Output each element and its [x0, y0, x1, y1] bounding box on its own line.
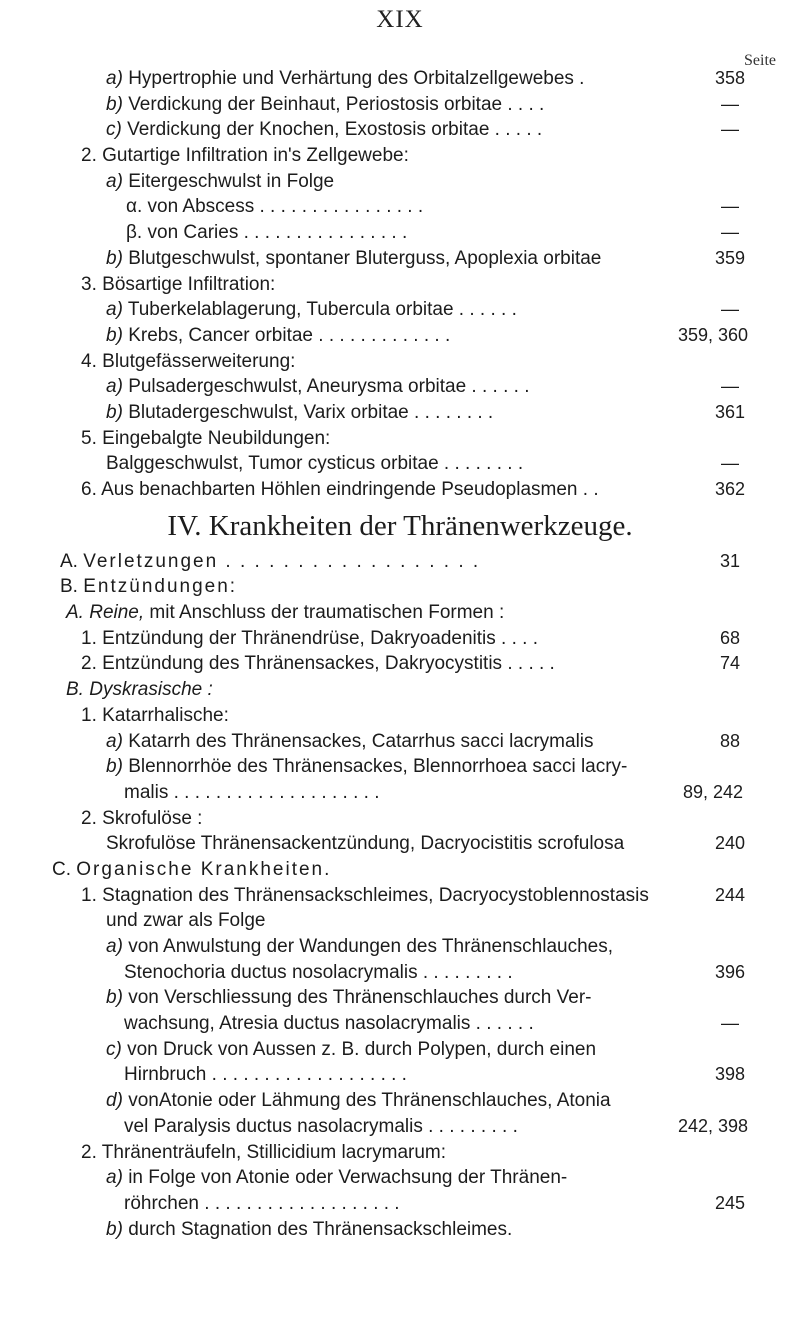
toc-entry [0, 1062, 800, 1088]
entry-text: von Caries . . . . . . . . . . . . . . . . [147, 222, 408, 244]
entry-label: 4. [81, 350, 97, 372]
entry-page: 396 [714, 961, 746, 982]
entry-label: B. [66, 679, 84, 701]
page-number: XIX [376, 6, 424, 33]
entry-page: 244 [714, 884, 746, 905]
entry-label: a) [106, 376, 123, 398]
entry-text: vel Paralysis ductus nasolacrymalis . . . . . . . . . [124, 1115, 518, 1137]
entry-text: Dyskrasische : [89, 679, 213, 701]
entry-page: 68 [719, 627, 741, 648]
entry-text: Katarrh des Thränensackes, Catarrhus sacci lacrymalis [128, 730, 594, 752]
entry-text: von Abscess . . . . . . . . . . . . . . . . [147, 196, 424, 218]
entry-text: Katarrhalische: [102, 704, 229, 726]
entry-page: 362 [714, 479, 746, 499]
entry-page: 398 [714, 1064, 746, 1085]
table-of-contents [0, 66, 800, 1242]
entry-text: Eingebalgte Neubildungen: [102, 427, 331, 449]
entry-text: Bösartige Infiltration: [102, 273, 276, 295]
toc-entry [0, 677, 800, 703]
entry-text: Gutartige Infiltration in's Zellgewebe: [102, 145, 409, 167]
toc-entry [0, 1165, 800, 1191]
toc-entry [0, 600, 800, 626]
entry-label: 5. [81, 427, 97, 449]
entry-label: a) [106, 170, 123, 192]
toc-entry [0, 1191, 800, 1217]
entry-page: — [721, 453, 739, 474]
toc-entry [0, 400, 800, 426]
entry-label: a) [106, 1167, 123, 1189]
entry-page: — [721, 93, 739, 114]
toc-entry [0, 883, 800, 909]
entry-text: Balggeschwulst, Tumor cysticus orbitae . . . . . . . . [106, 453, 524, 475]
toc-entry [0, 246, 800, 272]
entry-text: Stenochoria ductus nosolacrymalis . . . . . . . . . [124, 961, 513, 983]
toc-entry [0, 703, 800, 729]
toc-entry [0, 323, 800, 349]
toc-entry [0, 451, 800, 477]
entry-label: b) [106, 756, 123, 778]
toc-entry [0, 1140, 800, 1166]
toc-entry [0, 574, 800, 600]
entry-label: b) [106, 93, 123, 115]
entry-text: wachsung, Atresia ductus nasolacrymalis . . . . . . [124, 1013, 534, 1035]
toc-entry [0, 92, 800, 118]
toc-entry [0, 272, 800, 298]
entry-label: 2. [81, 807, 97, 829]
toc-entry [0, 194, 800, 220]
entry-page: 89, 242 [682, 781, 744, 802]
entry-label: d) [106, 1090, 123, 1112]
entry-page: 245 [714, 1192, 746, 1213]
entry-page: — [721, 1013, 739, 1034]
toc-entry [0, 66, 800, 92]
entry-label: b) [106, 324, 123, 346]
toc-entry [0, 1217, 800, 1243]
entry-page: 359, 360 [677, 324, 749, 345]
entry-label: c) [106, 1038, 122, 1060]
entry-text: Aus benachbarten Höhlen eindringende Pseudoplasmen . . [101, 479, 599, 500]
entry-label: A. [66, 602, 84, 624]
toc-entry [0, 908, 800, 934]
entry-text: Eitergeschwulst in Folge [128, 170, 335, 192]
entry-label: a) [106, 299, 123, 321]
entry-text: Verdickung der Knochen, Exostosis orbitae . . . . . [127, 119, 543, 141]
toc-entry [0, 985, 800, 1011]
entry-text: durch Stagnation des Thränensackschleimes. [128, 1218, 513, 1240]
entry-text: Stagnation des Thränensackschleimes, Dacryocystoblennostasis [102, 884, 649, 906]
toc-entry [0, 960, 800, 986]
entry-label: 6. [81, 479, 97, 500]
entry-label: b) [106, 1218, 123, 1240]
entry-text: Entzündung der Thränendrüse, Dakryoadenitis . . . . [102, 627, 538, 649]
entry-text: Hypertrophie und Verhärtung des Orbitalzellgewebes . [128, 68, 585, 89]
entry-label: 1. [81, 704, 97, 726]
toc-entry [0, 754, 800, 780]
entry-label: a) [106, 936, 123, 957]
entry-page: — [721, 299, 739, 320]
entry-text: Organische Krankheiten. [76, 858, 332, 880]
entry-label: 2. [81, 145, 97, 167]
toc-entry [0, 1037, 800, 1063]
toc-entry [0, 1011, 800, 1037]
entry-label: A. [60, 550, 78, 572]
toc-entry [0, 934, 800, 960]
entry-text: Verletzungen . . . . . . . . . . . . . . . . . . [83, 550, 481, 572]
entry-page: 242, 398 [677, 1115, 749, 1136]
entry-text: von Anwulstung der Wandungen des Thränenschlauches, [128, 936, 614, 957]
entry-text: Skrofulöse : [102, 807, 203, 829]
toc-entry [0, 806, 800, 832]
entry-label: b) [106, 401, 123, 423]
entry-page: 88 [719, 730, 741, 751]
toc-entry [0, 220, 800, 246]
entry-page: — [721, 196, 739, 217]
section-heading: IV. Krankheiten der Thränenwerkzeuge. [167, 509, 633, 542]
entry-text: Verdickung der Beinhaut, Periostosis orbitae . . . . [128, 93, 545, 115]
entry-label: b) [106, 987, 123, 1009]
toc-part-orbit [0, 66, 800, 503]
entry-label: a) [106, 730, 123, 752]
entry-text: Pulsadergeschwulst, Aneurysma orbitae . . . . . . [128, 376, 530, 398]
entry-text: in Folge von Atonie oder Verwachsung der Thränen- [128, 1167, 568, 1189]
entry-page: 361 [714, 401, 746, 422]
toc-entry [0, 426, 800, 452]
entry-label: 1. [81, 627, 97, 649]
entry-label: a) [106, 68, 123, 89]
toc-entry [0, 1114, 800, 1140]
entry-label: β. [126, 222, 143, 244]
toc-entry [0, 477, 800, 503]
entry-text: Entzündung des Thränensackes, Dakryocystitis . . . . . [102, 653, 555, 675]
entry-page: 240 [714, 833, 746, 854]
toc-entry [0, 626, 800, 652]
entry-text: Krebs, Cancer orbitae . . . . . . . . . . . . . [128, 324, 451, 346]
toc-entry [0, 651, 800, 677]
entry-page: — [721, 222, 739, 243]
entry-text: Blutadergeschwulst, Varix orbitae . . . . . . . . [128, 401, 494, 423]
entry-text: Skrofulöse Thränensackentzündung, Dacryocistitis scrofulosa [106, 833, 625, 855]
entry-label: B. [60, 576, 78, 598]
entry-page: 74 [719, 653, 741, 674]
toc-entry [0, 549, 800, 575]
entry-text: Thränenträufeln, Stillicidium lacrymarum: [101, 1141, 447, 1163]
entry-text: Tuberkelablagerung, Tubercula orbitae . . . . . . [127, 299, 517, 321]
entry-label: c) [106, 119, 122, 141]
toc-entry [0, 729, 800, 755]
toc-entry [0, 143, 800, 169]
entry-page: 31 [719, 550, 741, 571]
toc-entry [0, 297, 800, 323]
entry-text: Hirnbruch . . . . . . . . . . . . . . . . . . . [124, 1064, 407, 1086]
entry-text: von Verschliessung des Thränenschlauches durch Ver- [128, 987, 592, 1009]
entry-page: — [721, 119, 739, 140]
entry-text: Blutgefässerweiterung: [102, 350, 296, 372]
entry-text: und zwar als Folge [106, 910, 266, 932]
entry-page: — [721, 376, 739, 397]
entry-text: röhrchen . . . . . . . . . . . . . . . . . . . [124, 1192, 400, 1214]
entry-label: 3. [81, 273, 97, 295]
toc-entry [0, 1088, 800, 1114]
toc-entry [0, 169, 800, 195]
toc-entry [0, 780, 800, 806]
toc-entry [0, 349, 800, 375]
entry-label: α. [126, 196, 143, 218]
entry-label: b) [106, 247, 123, 269]
entry-label: 2. [81, 1141, 97, 1163]
entry-text: von Druck von Aussen z. B. durch Polypen, durch einen [127, 1038, 597, 1060]
entry-text: Blennorrhöe des Thränensackes, Blennorrhoea sacci lacry- [128, 756, 628, 778]
toc-part-thraenen [0, 549, 800, 1243]
toc-entry [0, 374, 800, 400]
entry-text: vonAtonie oder Lähmung des Thränenschlauches, Atonia [128, 1090, 611, 1112]
entry-text: Entzündungen: [83, 576, 238, 598]
toc-entry [0, 831, 800, 857]
column-header-seite: Seite [744, 52, 776, 69]
entry-page: 359 [714, 247, 746, 268]
entry-page: 358 [714, 68, 746, 88]
entry-label: C. [52, 858, 71, 880]
entry-text: Reine, mit Anschluss der traumatischen Formen : [89, 602, 505, 624]
entry-label: 1. [81, 884, 97, 906]
entry-text: malis . . . . . . . . . . . . . . . . . . . . [124, 781, 380, 803]
entry-label: 2. [81, 653, 97, 675]
entry-text: Blutgeschwulst, spontaner Bluterguss, Apoplexia orbitae [128, 247, 602, 269]
toc-entry [0, 857, 800, 883]
toc-entry [0, 117, 800, 143]
